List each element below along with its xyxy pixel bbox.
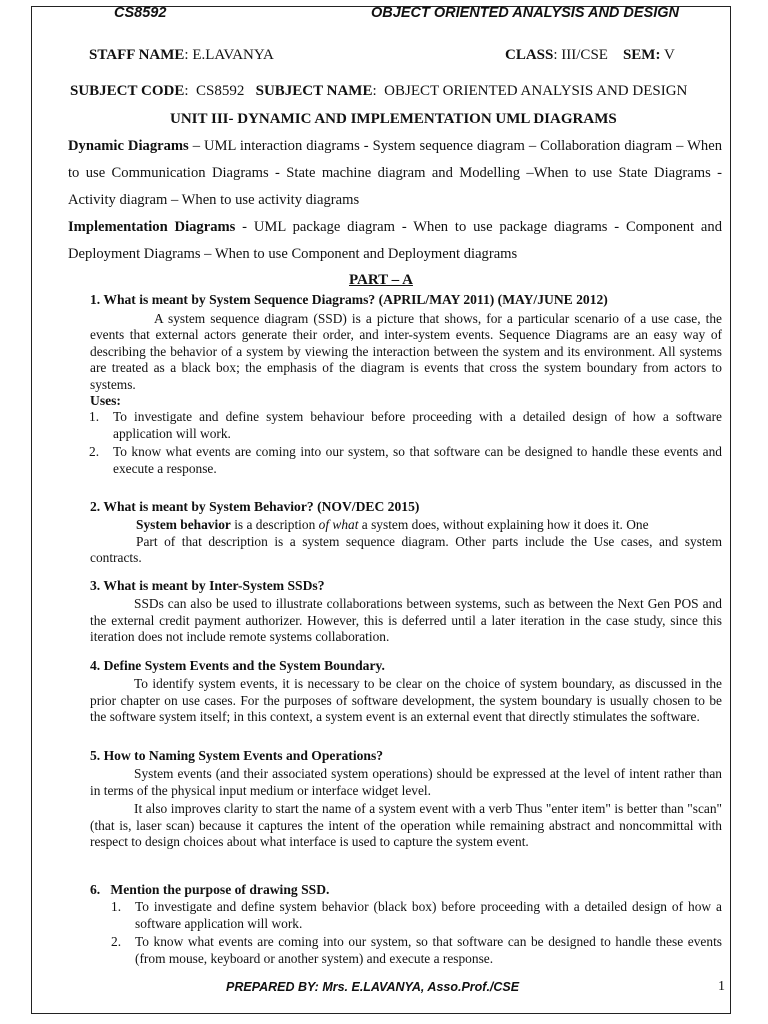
question-title: 3. What is meant by Inter-System SSDs? [90, 578, 325, 593]
dynamic-diagrams-topics: Dynamic Diagrams – UML interaction diagrams - System sequence diagram – Collaboration diagram – When to use Communication Diagrams - State machine diagram and Modelling –When to use State Diagrams - Activity diagram – When to use activity diagrams [68, 138, 722, 208]
class-info: CLASS: III/CSE SEM: V [505, 47, 675, 63]
answer-paragraph: A system sequence diagram (SSD) is a picture that shows, for a particular scenario of a use case, the events that external actors generate their order, and inter-system events. Sequence Diagrams are an easy way of describing the behavior of a system by viewing the interaction between the system and its environment. All systems are treated as a black box; the emphasis of the diagram is events that cross the system boundary from actors to systems. [90, 311, 722, 392]
question-1-answer [90, 311, 722, 477]
unit-title: UNIT III- DYNAMIC AND IMPLEMENTATION UML DIAGRAMS [170, 111, 617, 127]
answer-paragraph: To identify system events, it is necessary to be clear on the choice of system boundary, as discussed in the prior chapter on use cases. For the purposes of software development, the system boundary is usually chosen to be the software system itself; in this context, a system event is an external event that directly stimulates the software. [90, 676, 722, 725]
uses-list [90, 409, 722, 477]
question-4 [90, 658, 722, 726]
list-item: 2. To know what events are coming into our system, so that software can be designed to handle these events and execute a response. [89, 444, 722, 476]
question-title: 1. What is meant by System Sequence Diagrams? (APRIL/MAY 2011) (MAY/JUNE 2012) [90, 292, 608, 307]
uses-label: Uses: [90, 393, 121, 409]
question-6 [90, 882, 722, 967]
subject-info: SUBJECT CODE: CS8592 SUBJECT NAME: OBJECT ORIENTED ANALYSIS AND DESIGN [70, 83, 688, 99]
answer-paragraph: It also improves clarity to start the name of a system event with a verb Thus "enter item" is better than "scan" (that is, laser scan) because it captures the intent of the operation while remaining abstract and noncommittal with respect to design choices about what interface is used to capture the system event. [90, 801, 722, 850]
header-course-title: OBJECT ORIENTED ANALYSIS AND DESIGN [371, 5, 680, 21]
staff-name: STAFF NAME: E.LAVANYA [89, 47, 274, 63]
purpose-list [90, 899, 722, 967]
list-item: 1. To investigate and define system behavior (black box) before proceeding with a detailed design of how a software application will work. [111, 899, 722, 931]
answer-paragraph: System behavior is a description of what a system does, without explaining how it does it. One [136, 517, 649, 533]
question-3 [90, 578, 722, 646]
part-heading: PART – A [349, 272, 413, 288]
question-title: 6. Mention the purpose of drawing SSD. [90, 882, 330, 897]
implementation-diagrams-topics: Implementation Diagrams - UML package diagram - When to use package diagrams - Component and Deployment Diagrams – When to use Component and Deployment diagrams [68, 219, 722, 262]
footer-prepared-by: PREPARED BY: Mrs. E.LAVANYA, Asso.Prof./CSE [226, 980, 520, 994]
answer-paragraph: System events (and their associated system operations) should be expressed at the level of intent rather than in terms of the physical input medium or interface widget level. [90, 766, 722, 798]
question-title: 2. What is meant by System Behavior? (NOV/DEC 2015) [90, 499, 420, 514]
question-5 [90, 748, 722, 850]
list-item: 1. To investigate and define system behaviour before proceeding with a detailed design of how a software application will work. [89, 409, 722, 441]
answer-paragraph: SSDs can also be used to illustrate collaborations between systems, such as between the Next Gen POS and the external credit payment authorizer. However, this is deferred until a later iteration in the case study, since this iteration does not include remote systems collaboration. [90, 596, 722, 645]
question-title: 5. How to Naming System Events and Operations? [90, 748, 384, 763]
header-course-code: CS8592 [114, 5, 167, 21]
question-2 [90, 499, 722, 567]
list-item: 2. To know what events are coming into our system, so that software can be designed to handle these events (from mouse, keyboard or another system) and execute a response. [111, 934, 722, 966]
answer-paragraph: Part of that description is a system sequence diagram. Other parts include the Use cases, and system contracts. [90, 533, 722, 566]
question-1 [90, 292, 722, 308]
page-number: 1 [718, 979, 725, 994]
question-title: 4. Define System Events and the System Boundary. [90, 658, 385, 673]
